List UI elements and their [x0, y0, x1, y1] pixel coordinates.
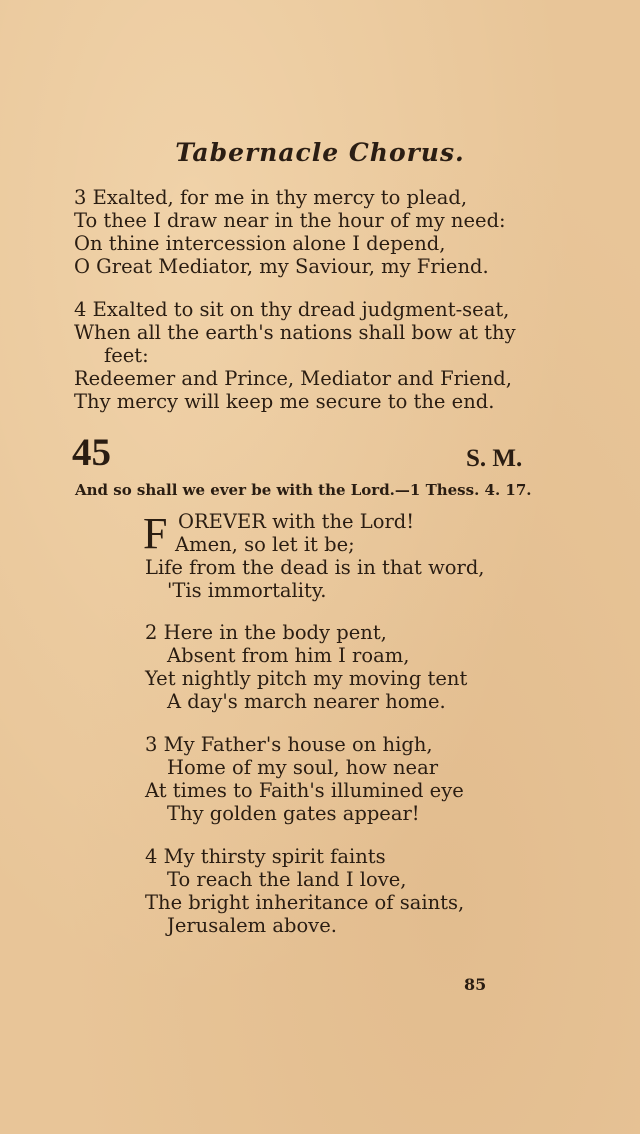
verse-line: To reach the land I love,	[167, 868, 407, 891]
verse-line: Home of my soul, how near	[167, 756, 439, 779]
page-header: Tabernacle Chorus.	[175, 138, 465, 167]
verse-line: Yet nightly pitch my moving tent	[145, 667, 468, 690]
stanza-line: O Great Mediator, my Saviour, my Friend.	[74, 255, 489, 278]
stanza-line: feet:	[104, 344, 149, 367]
verse-line: 'Tis immortality.	[167, 579, 327, 602]
verse-line: Absent from him I roam,	[167, 644, 410, 667]
hymn-meter: S. M.	[466, 445, 523, 472]
verse-line: Thy golden gates appear!	[167, 802, 420, 825]
stanza-line: When all the earth's nations shall bow at thy	[74, 321, 516, 344]
verse-line: Jerusalem above.	[167, 914, 337, 937]
hymn-verse-2	[145, 621, 565, 713]
verse-line: The bright inheritance of saints,	[145, 891, 465, 914]
stanza-line: On thine intercession alone I depend,	[74, 232, 446, 255]
previous-hymn-stanza-3	[74, 186, 554, 278]
hymn-verse-1	[145, 510, 565, 602]
hymn-number: 45	[72, 431, 111, 474]
previous-hymn-stanza-4	[74, 298, 554, 413]
stanza-line: 3 Exalted, for me in thy mercy to plead,	[74, 186, 468, 209]
verse-line: 2 Here in the body pent,	[145, 621, 387, 644]
stanza-line: Thy mercy will keep me secure to the end.	[74, 390, 495, 413]
hymn-verse-4	[145, 845, 565, 937]
verse-line: Life from the dead is in that word,	[145, 556, 485, 579]
stanza-line: 4 Exalted to sit on thy dread judgment-seat,	[74, 298, 510, 321]
stanza-line: Redeemer and Prince, Mediator and Friend,	[74, 367, 512, 390]
verse-line: Amen, so let it be;	[175, 533, 355, 556]
stanza-line: To thee I draw near in the hour of my need:	[74, 209, 506, 232]
hymn-verse-3	[145, 733, 565, 825]
drop-cap: F	[143, 509, 168, 558]
verse-line: 4 My thirsty spirit faints	[145, 845, 386, 868]
verse-line: 3 My Father's house on high,	[145, 733, 433, 756]
scripture-reference: And so shall we ever be with the Lord.—1 Thess. 4. 17.	[75, 481, 532, 499]
verse-line: OREVER with the Lord!	[178, 510, 415, 533]
page-number: 85	[464, 975, 487, 994]
verse-line: A day's march nearer home.	[167, 690, 446, 713]
verse-line: At times to Faith's illumined eye	[145, 779, 464, 802]
